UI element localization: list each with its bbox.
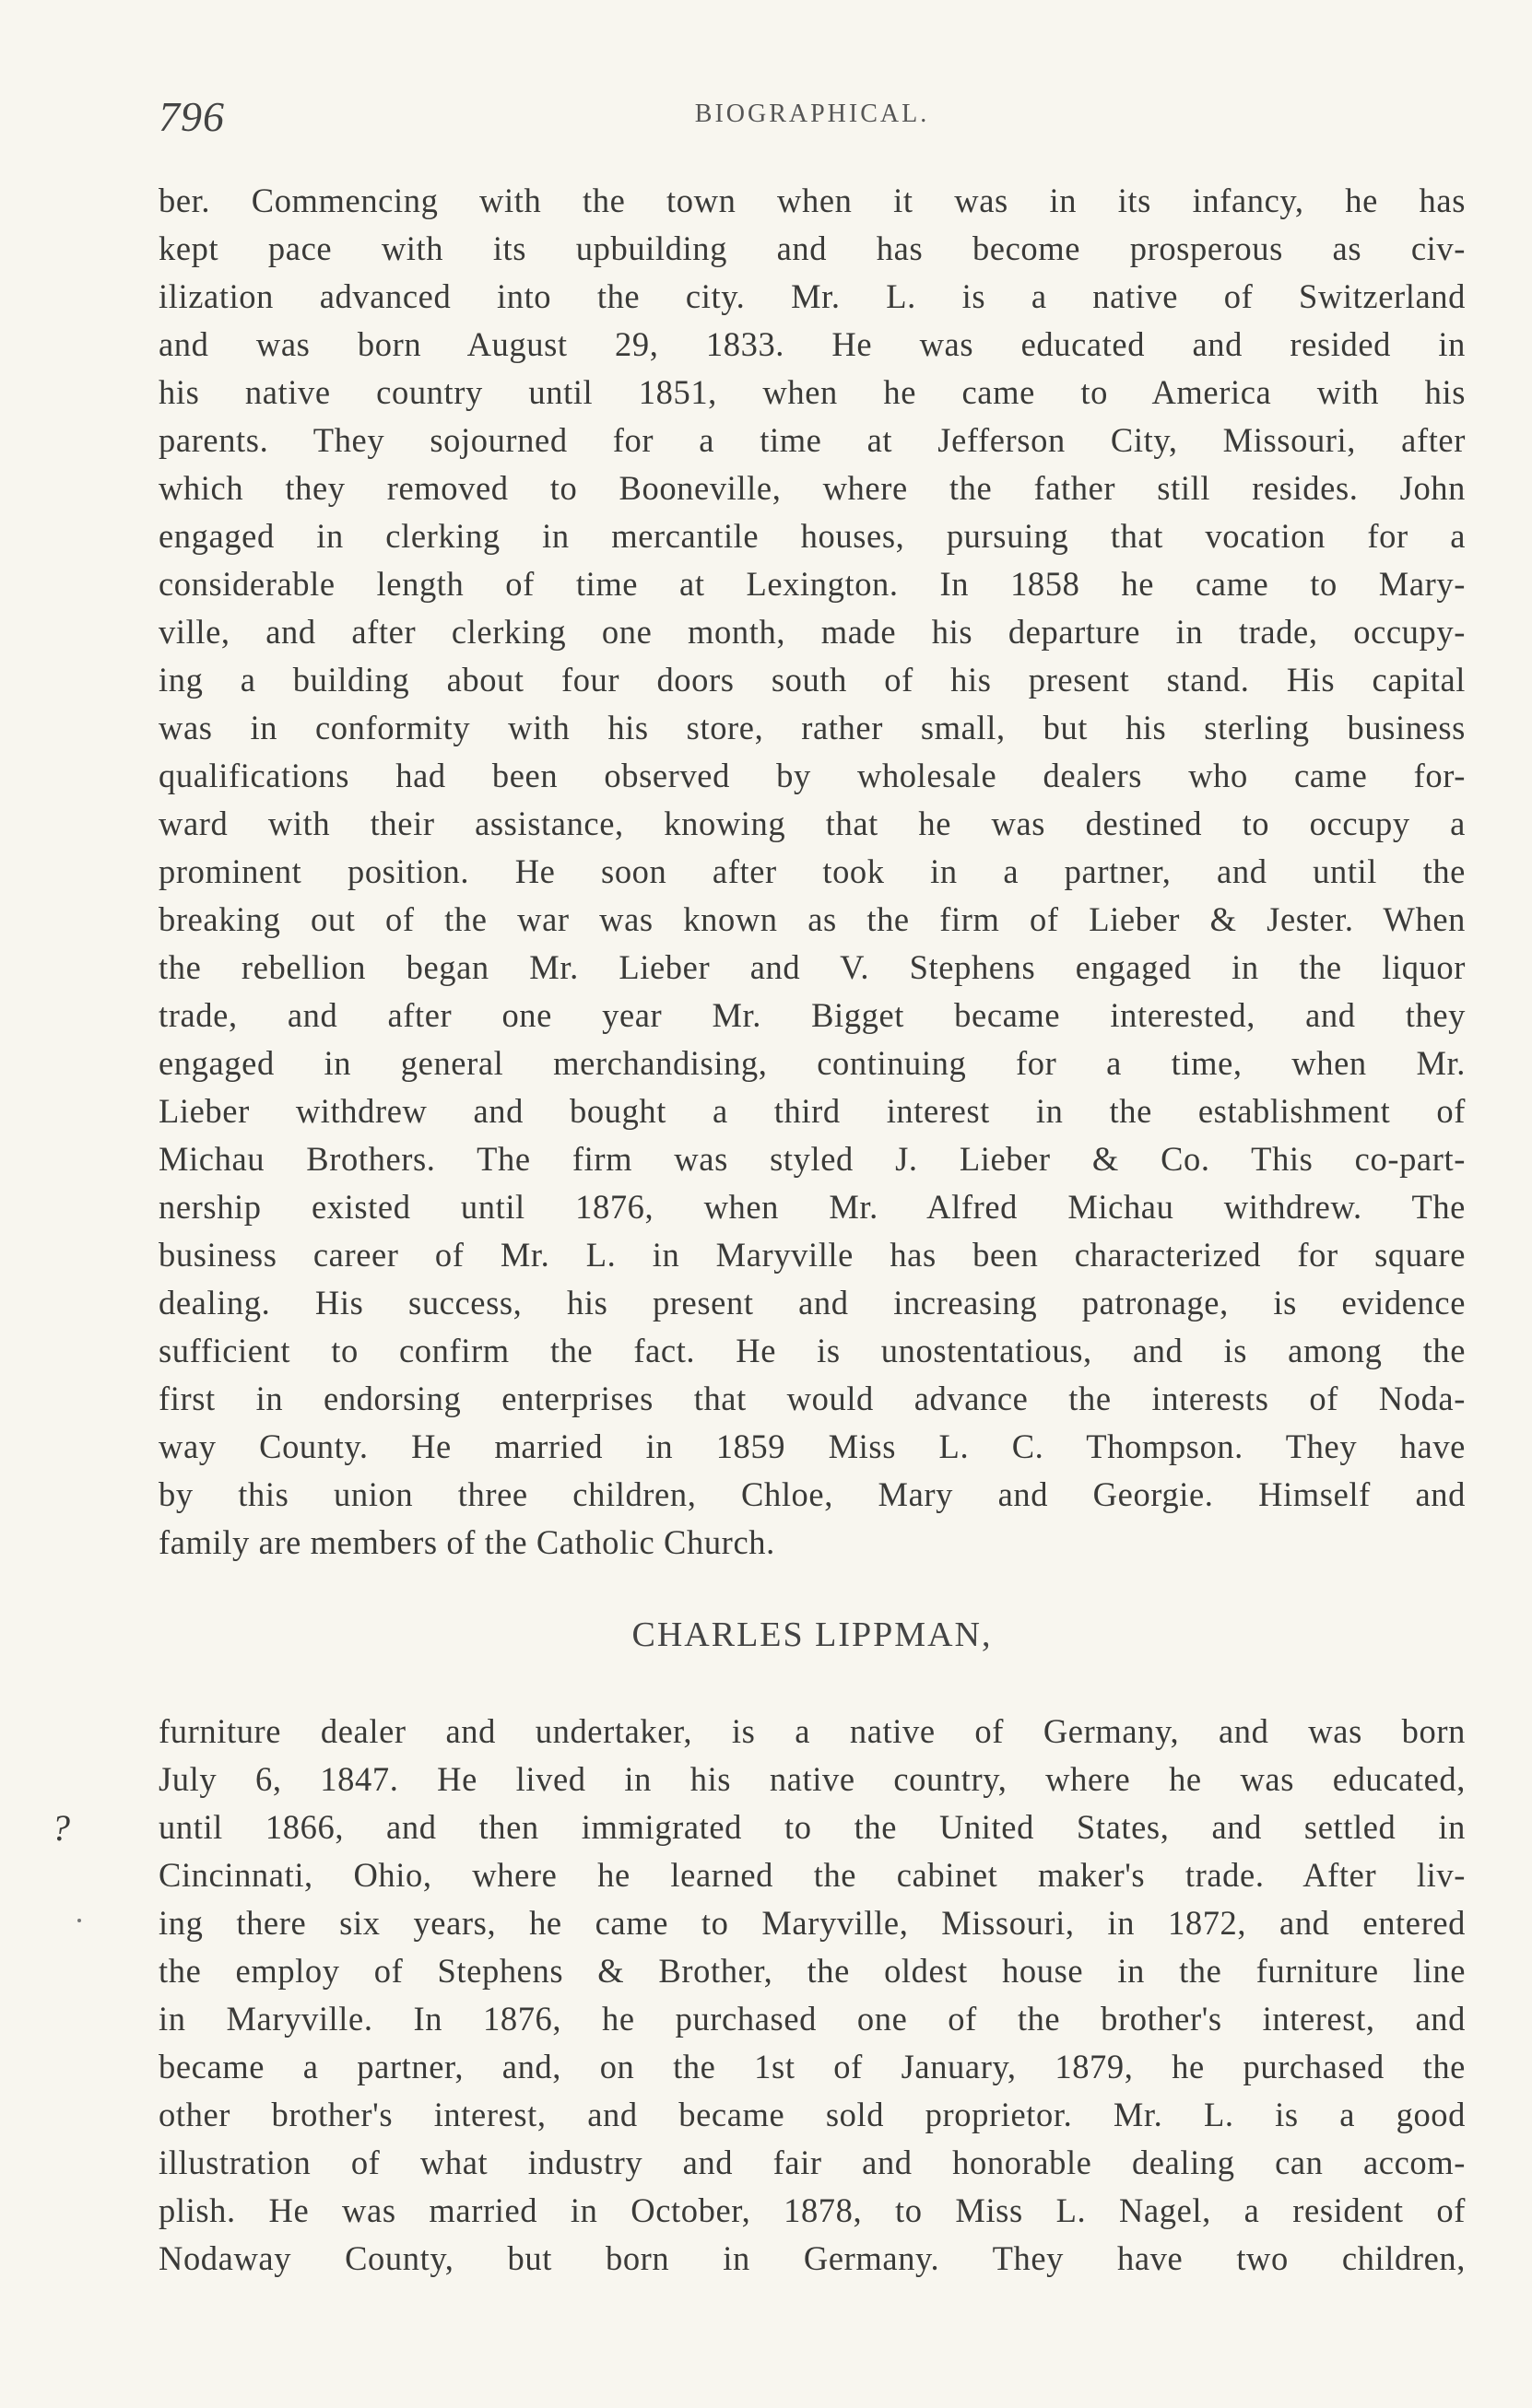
text-line: and was born August 29, 1833. He was educated and resided in bbox=[159, 325, 1466, 363]
text-line: kept pace with its upbuilding and has become prosperous as civ- bbox=[159, 229, 1466, 267]
text-line: by this union three children, Chloe, Mary and Georgie. Himself and bbox=[159, 1475, 1466, 1513]
section-title: BIOGRAPHICAL. bbox=[694, 100, 930, 128]
text-line: ber. Commencing with the town when it was in its infancy, he has bbox=[159, 182, 1466, 219]
text-line: Lieber withdrew and bought a third interest in the establishment of bbox=[159, 1092, 1466, 1130]
text-line: which they removed to Booneville, where the father still resides. John bbox=[159, 469, 1466, 507]
text-line: first in endorsing enterprises that would advance the interests of Noda- bbox=[159, 1380, 1466, 1417]
text-line: business career of Mr. L. in Maryville has been characterized for square bbox=[159, 1236, 1466, 1274]
text-line: his native country until 1851, when he came to America with his bbox=[159, 373, 1466, 411]
text-line: ing there six years, he came to Maryville, Missouri, in 1872, and entered bbox=[159, 1904, 1466, 1942]
text-line: ward with their assistance, knowing that he was destined to occupy a bbox=[159, 805, 1466, 842]
text-line: considerable length of time at Lexington. In 1858 he came to Mary- bbox=[159, 565, 1466, 603]
entry-heading: CHARLES LIPPMAN, bbox=[631, 1615, 993, 1654]
text-line: trade, and after one year Mr. Bigget became interested, and they bbox=[159, 996, 1466, 1034]
text-line: engaged in clerking in mercantile houses, pursuing that vocation for a bbox=[159, 517, 1466, 555]
text-line: dealing. His success, his present and increasing patronage, is evidence bbox=[159, 1284, 1466, 1321]
text-line: the employ of Stephens & Brother, the oldest house in the furniture line bbox=[159, 1952, 1466, 1990]
text-line: was in conformity with his store, rather small, but his sterling business bbox=[159, 709, 1466, 746]
text-line: engaged in general merchandising, continuing for a time, when Mr. bbox=[159, 1044, 1466, 1082]
text-line: Michau Brothers. The firm was styled J. Lieber & Co. This co-part- bbox=[159, 1140, 1466, 1178]
entry-body bbox=[159, 1708, 1466, 2283]
text-line: illustration of what industry and fair and honorable dealing can accom- bbox=[159, 2144, 1466, 2181]
text-line: Nodaway County, but born in Germany. They have two children, bbox=[159, 2239, 1466, 2277]
text-line: ville, and after clerking one month, made his departure in trade, occupy- bbox=[159, 613, 1466, 651]
page-number: 796 bbox=[159, 93, 225, 140]
text-line: Cincinnati, Ohio, where he learned the cabinet maker's trade. After liv- bbox=[159, 1856, 1466, 1894]
text-line: way County. He married in 1859 Miss L. C. Thompson. They have bbox=[159, 1427, 1466, 1465]
text-line: until 1866, and then immigrated to the United States, and settled in bbox=[159, 1808, 1466, 1846]
text-line: in Maryville. In 1876, he purchased one of the brother's interest, and bbox=[159, 2000, 1466, 2038]
text-line: July 6, 1847. He lived in his native country, where he was educated, bbox=[159, 1760, 1466, 1798]
margin-dot bbox=[77, 1919, 81, 1922]
biography-continued bbox=[159, 177, 1466, 1567]
text-line: qualifications had been observed by wholesale dealers who came for- bbox=[159, 757, 1466, 794]
text-line: prominent position. He soon after took in a partner, and until the bbox=[159, 852, 1466, 890]
text-line: ilization advanced into the city. Mr. L. is a native of Switzerland bbox=[159, 277, 1466, 315]
text-line: plish. He was married in October, 1878, to Miss L. Nagel, a resident of bbox=[159, 2191, 1466, 2229]
text-line: sufficient to confirm the fact. He is unostentatious, and is among the bbox=[159, 1332, 1466, 1369]
text-line: other brother's interest, and became sold proprietor. Mr. L. is a good bbox=[159, 2096, 1466, 2133]
text-line: family are members of the Catholic Church. bbox=[159, 1523, 775, 1561]
margin-annotation: ? bbox=[52, 1807, 70, 1849]
text-line: parents. They sojourned for a time at Jefferson City, Missouri, after bbox=[159, 421, 1466, 459]
text-line: nership existed until 1876, when Mr. Alfred Michau withdrew. The bbox=[159, 1188, 1466, 1226]
text-line: the rebellion began Mr. Lieber and V. Stephens engaged in the liquor bbox=[159, 948, 1466, 986]
text-line: became a partner, and, on the 1st of January, 1879, he purchased the bbox=[159, 2048, 1466, 2085]
text-line: ing a building about four doors south of his present stand. His capital bbox=[159, 661, 1466, 699]
text-line: furniture dealer and undertaker, is a native of Germany, and was born bbox=[159, 1712, 1466, 1750]
running-head bbox=[159, 92, 1466, 144]
text-line: breaking out of the war was known as the firm of Lieber & Jester. When bbox=[159, 900, 1466, 938]
